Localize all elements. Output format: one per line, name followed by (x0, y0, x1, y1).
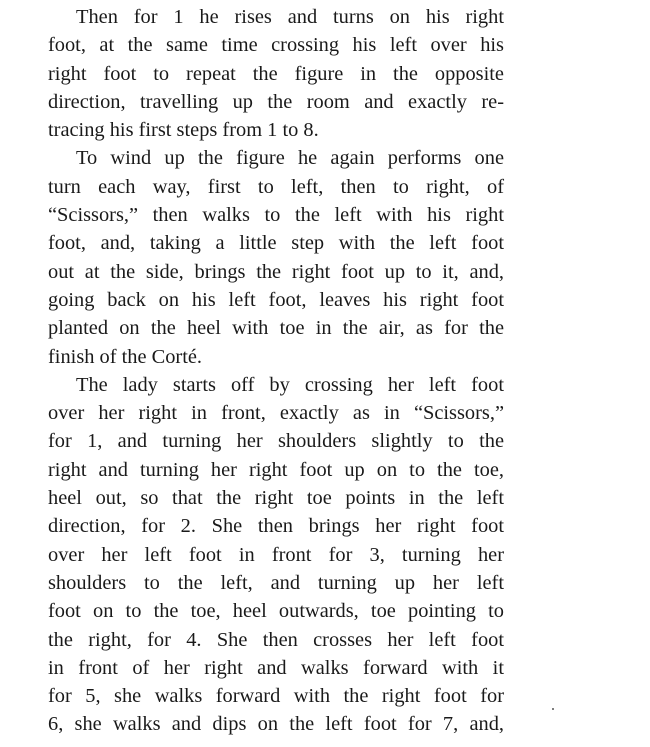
text-line: for 1, and turning her shoulders slightly to the (48, 430, 504, 453)
text-line: turn each way, first to left, then to right, of (48, 175, 504, 198)
text-line: out at the side, brings the right foot up to it, and, (48, 260, 504, 283)
text-line: foot, and, taking a little step with the left foot (48, 232, 504, 255)
text-line: right and turning her right foot up on to the toe, (48, 458, 504, 481)
text-line: direction, for 2. She then brings her right foot (48, 515, 504, 538)
text-line: going back on his left foot, leaves his right foot (48, 288, 504, 311)
text-line: The lady starts off by crossing her left foot (76, 373, 504, 396)
text-line: over her right in front, exactly as in “Scissors,” (48, 402, 504, 425)
text-line: shoulders to the left, and turning up her left (48, 571, 504, 594)
text-line: direction, travelling up the room and exactly re- (48, 90, 504, 113)
text-line: foot, at the same time crossing his left over his (48, 34, 504, 57)
page-speck (552, 708, 554, 710)
text-line: in front of her right and walks forward with it (48, 656, 504, 679)
text-line: To wind up the figure he again performs one (76, 147, 504, 170)
text-line: 6, she walks and dips on the left foot for 7, and, (48, 713, 504, 736)
paragraph-3 (48, 371, 504, 739)
text-line: right foot to repeat the figure in the opposite (48, 62, 504, 85)
paragraph-1 (48, 3, 504, 144)
text-line: planted on the heel with toe in the air, as for the (48, 317, 504, 340)
text-line: the right, for 4. She then crosses her left foot (48, 628, 504, 651)
text-line: “Scissors,” then walks to the left with his right (48, 204, 504, 227)
text-line: Then for 1 he rises and turns on his right (76, 6, 504, 28)
text-line: over her left foot in front for 3, turning her (48, 543, 504, 566)
paragraph-2 (48, 144, 504, 370)
text-line: for 5, she walks forward with the right foot for (48, 685, 504, 708)
book-page (48, 3, 504, 739)
text-line: tracing his first steps from 1 to 8. (48, 119, 319, 142)
text-line: finish of the Corté. (48, 345, 203, 368)
text-line: heel out, so that the right toe points in the left (48, 487, 504, 510)
text-line: foot on to the toe, heel outwards, toe pointing to (48, 600, 504, 623)
